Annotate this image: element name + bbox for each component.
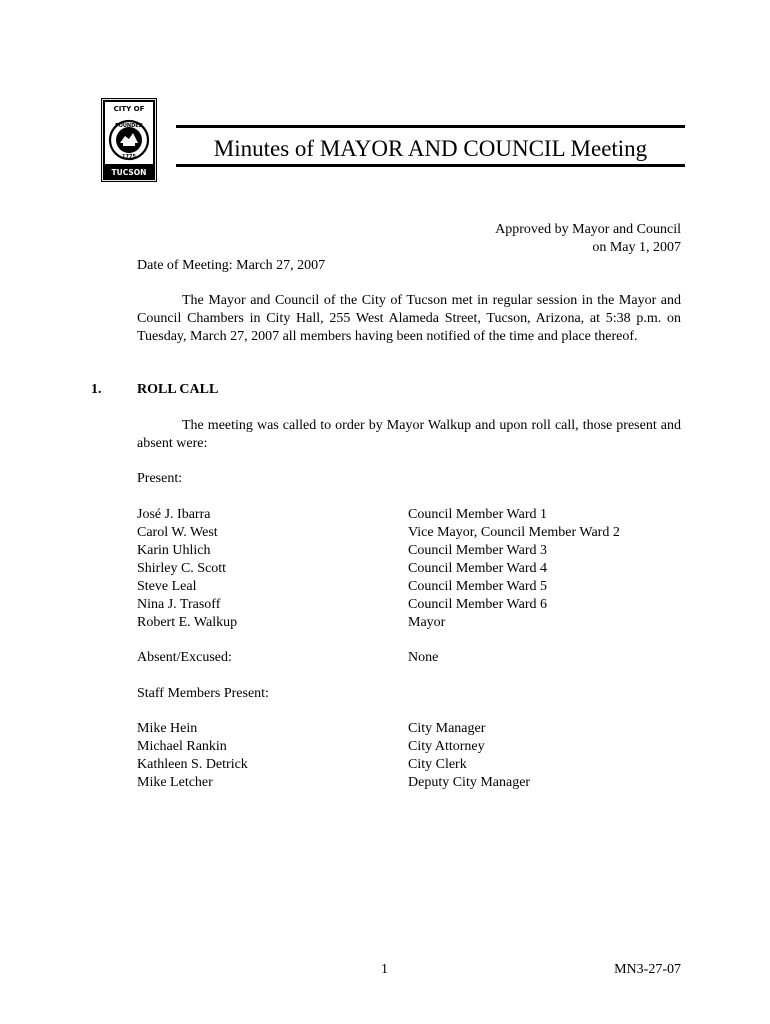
staff-role: Deputy City Manager xyxy=(408,775,531,790)
absent-label: Absent/Excused: xyxy=(137,650,232,665)
present-role: Vice Mayor, Council Member Ward 2 xyxy=(408,525,620,540)
staff-roles xyxy=(408,720,530,792)
staff-role: City Manager xyxy=(408,721,486,736)
logo-year: 1775 xyxy=(122,154,136,160)
staff-name: Michael Rankin xyxy=(137,739,227,754)
absent-value: None xyxy=(408,650,439,665)
approval-line-1: Approved by Mayor and Council xyxy=(495,222,681,237)
meeting-date: Date of Meeting: March 27, 2007 xyxy=(137,258,326,273)
present-name: Steve Leal xyxy=(137,579,197,594)
title-rule-top xyxy=(176,125,685,128)
page-title: Minutes of MAYOR AND COUNCIL Meeting xyxy=(213,136,648,161)
staff-role: City Clerk xyxy=(408,757,467,772)
approval-line-2: on May 1, 2007 xyxy=(592,240,681,255)
title-rule-bottom xyxy=(176,164,685,167)
present-name: José J. Ibarra xyxy=(137,507,211,522)
approval-note xyxy=(495,221,681,257)
roll-call-paragraph-text: The meeting was called to order by Mayor Walkup and upon roll call, those present and absent were: xyxy=(137,418,681,451)
present-role: Council Member Ward 3 xyxy=(408,543,547,558)
page-number: 1 xyxy=(381,962,388,977)
present-names xyxy=(137,506,237,632)
document-code: MN3-27-07 xyxy=(614,962,681,977)
present-roles xyxy=(408,506,620,632)
present-role: Council Member Ward 1 xyxy=(408,507,547,522)
present-name: Nina J. Trasoff xyxy=(137,597,221,612)
section-number: 1. xyxy=(91,382,102,397)
staff-name: Kathleen S. Detrick xyxy=(137,757,248,772)
present-name: Carol W. West xyxy=(137,525,218,540)
present-label: Present: xyxy=(137,471,183,486)
present-role: Mayor xyxy=(408,615,446,630)
staff-name: Mike Letcher xyxy=(137,775,213,790)
staff-names xyxy=(137,720,248,792)
present-name: Shirley C. Scott xyxy=(137,561,227,576)
logo-bottom-text: TUCSON xyxy=(111,168,147,177)
staff-name: Mike Hein xyxy=(137,721,198,736)
logo-arc-text: FOUNDED xyxy=(115,123,143,129)
present-role: Council Member Ward 5 xyxy=(408,579,547,594)
present-name: Robert E. Walkup xyxy=(137,615,238,630)
present-role: Council Member Ward 6 xyxy=(408,597,547,612)
section-heading: ROLL CALL xyxy=(137,382,219,397)
present-role: Council Member Ward 4 xyxy=(408,561,547,576)
city-of-tucson-logo xyxy=(101,98,157,182)
staff-role: City Attorney xyxy=(408,739,485,754)
intro-paragraph xyxy=(137,292,681,346)
logo-top-text: CITY OF xyxy=(113,105,145,113)
intro-paragraph-text: The Mayor and Council of the City of Tucson met in regular session in the Mayor and Council Chambers in City Hall, 255 West Alameda Street, Tucson, Arizona, at 5:38 p.m. on Tuesday, March 27, 2007 all members having been notified of the time and place thereof. xyxy=(137,293,681,344)
staff-label: Staff Members Present: xyxy=(137,686,269,701)
roll-call-paragraph xyxy=(137,417,681,453)
present-name: Karin Uhlich xyxy=(137,543,211,558)
